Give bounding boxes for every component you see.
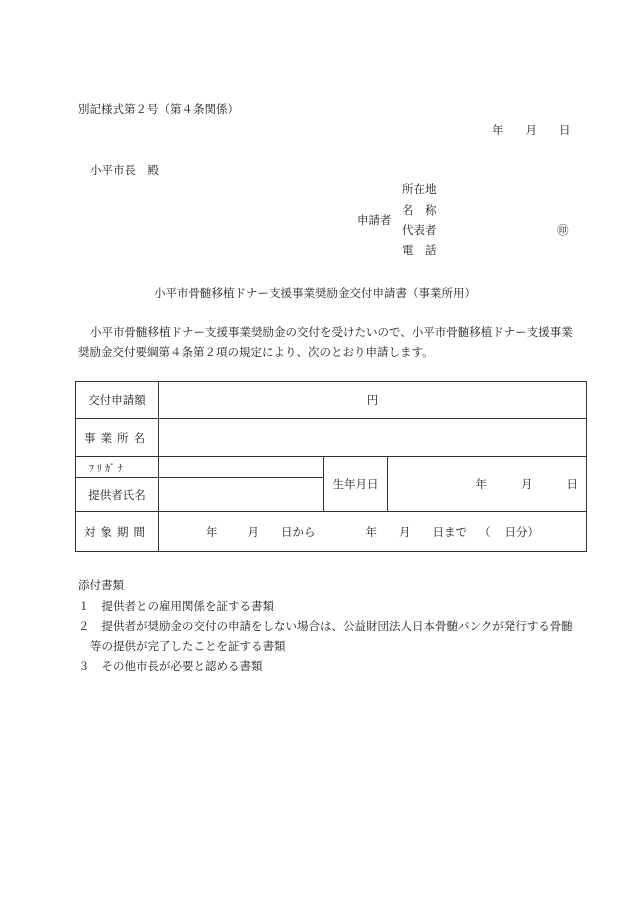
applicant-address-label: 所在地 (402, 182, 437, 196)
birth-date-label: 生年月日 (324, 457, 388, 512)
attachment-item (78, 617, 573, 636)
period-label: 対象期間 (76, 512, 159, 552)
date-day: 日 (559, 123, 571, 137)
addressee: 小平市長 殿 (90, 163, 159, 177)
attachment-text: その他市長が必要と認める書類 (101, 659, 263, 673)
period-paren-open: （ (479, 524, 491, 539)
period-start-day: 日から (281, 524, 316, 539)
office-name-field[interactable] (159, 419, 587, 457)
donor-name-label: 提供者氏名 (76, 478, 159, 512)
attachments-heading: 添付書類 (78, 578, 124, 592)
attachment-text: 提供者が奨励金の交付の申請をしない場合は、公益財団法人日本骨髄バンクが発行する骨髄 (101, 619, 573, 633)
period-day-count: 日分） (504, 524, 539, 539)
document-title: 小平市骨髄移植ドナー支援事業奨励金交付申請書（事業所用） (154, 286, 476, 300)
furigana-row (76, 457, 587, 478)
applicant-phone-label: 電 話 (402, 243, 437, 257)
amount-row (76, 382, 587, 419)
applicant-name-label: 名 称 (402, 203, 437, 217)
attachment-item (78, 597, 274, 616)
donor-name-field[interactable] (159, 478, 324, 512)
amount-label: 交付申請額 (76, 382, 159, 419)
period-field[interactable] (159, 512, 587, 552)
period-start-month: 月 (247, 524, 259, 539)
office-name-label: 事業所名 (76, 419, 159, 457)
attachment-number: １ (78, 599, 90, 613)
office-row (76, 419, 587, 457)
period-values (159, 524, 586, 540)
form-number: 別記様式第２号（第４条関係） (78, 102, 239, 116)
birth-year: 年 (475, 477, 487, 491)
applicant-representative-label: 代表者 (402, 223, 437, 237)
amount-unit: 円 (366, 393, 379, 407)
period-end-year: 年 (365, 524, 377, 539)
period-start-year: 年 (206, 524, 218, 539)
application-date (492, 122, 571, 138)
attachment-continuation: 等の提供が完了したことを証する書類 (90, 639, 286, 653)
period-end-day: 日まで (432, 524, 467, 539)
attachment-number: ３ (78, 659, 90, 673)
application-table (75, 381, 587, 552)
body-text-line-2: 奨励金交付要綱第４条第２項の規定により、次のとおり申請します。 (78, 345, 434, 359)
date-month: 月 (525, 123, 537, 137)
attachment-item (78, 657, 263, 676)
birth-day: 日 (566, 477, 578, 491)
birth-date-field[interactable] (388, 457, 587, 512)
amount-field[interactable] (159, 382, 587, 419)
seal-mark: ㊞ (557, 223, 569, 237)
furigana-label: ﾌﾘｶﾞﾅ (76, 457, 159, 478)
period-end-month: 月 (399, 524, 411, 539)
applicant-label: 申請者 (357, 213, 392, 227)
birth-month: 月 (521, 477, 533, 491)
attachment-text: 提供者との雇用関係を証する書類 (101, 599, 274, 613)
attachment-number: ２ (78, 619, 90, 633)
period-row (76, 512, 587, 552)
body-text-line-1: 小平市骨髄移植ドナー支援事業奨励金の交付を受けたいので、小平市骨髄移植ドナー支援事業 (90, 325, 573, 339)
date-year: 年 (492, 123, 504, 137)
furigana-field[interactable] (159, 457, 324, 478)
